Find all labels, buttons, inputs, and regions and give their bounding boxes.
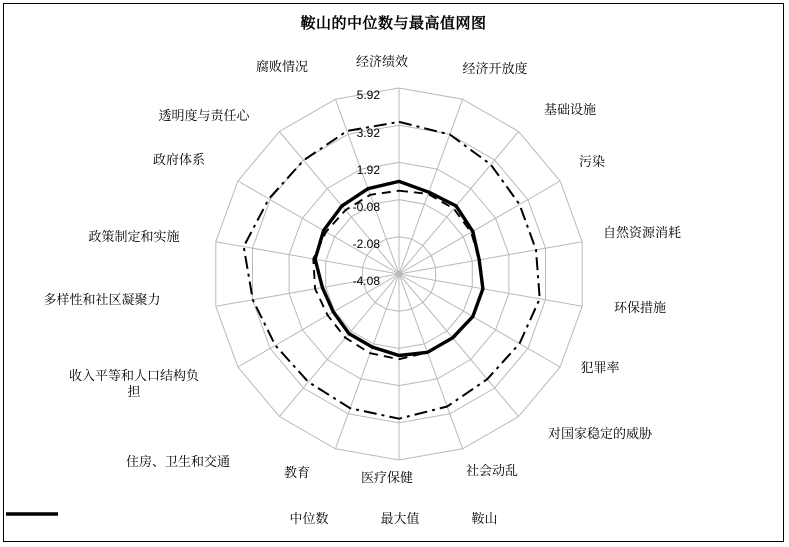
axis-label-17: 腐败情况 — [255, 59, 308, 74]
tick-label-4: -2.08 — [352, 237, 380, 251]
tick-label-2: 1.92 — [356, 163, 380, 177]
axis-label-8: 社会动乱 — [465, 463, 518, 478]
axis-label-6: 犯罪率 — [580, 360, 620, 375]
legend-label-anshan: 鞍山 — [471, 511, 498, 526]
axis-label-11: 住房、卫生和交通 — [125, 454, 230, 469]
axis-label-3: 污染 — [578, 154, 605, 169]
axis-label-9: 医疗保健 — [360, 470, 413, 485]
chart-legend — [4, 508, 783, 527]
legend-key-anshan — [4, 508, 60, 520]
legend-item-max[interactable] — [380, 508, 419, 527]
chart-title: 鞍山的中位数与最高值网图 — [300, 15, 487, 32]
axis-label-0: 经济绩效 — [355, 54, 408, 69]
tick-label-3: -0.08 — [352, 200, 380, 214]
axis-label-14: 政策制定和实施 — [88, 229, 180, 244]
legend-label-max: 最大值 — [380, 511, 420, 526]
axis-label-4: 自然资源消耗 — [602, 225, 681, 240]
radar-spokes — [216, 88, 582, 460]
tick-label-1: 3.92 — [356, 126, 380, 140]
legend-label-median: 中位数 — [289, 511, 329, 526]
axis-label-5: 环保措施 — [613, 300, 666, 315]
axis-label-2: 基础设施 — [543, 102, 596, 117]
axis-label-16: 透明度与责任心 — [158, 108, 250, 123]
tick-label-5: -4.08 — [352, 274, 380, 288]
axis-label-12: 收入平等和人口结构负担 — [68, 368, 199, 399]
legend-item-anshan[interactable] — [472, 508, 498, 527]
axis-label-15: 政府体系 — [152, 152, 205, 167]
axis-label-1: 经济开放度 — [462, 61, 528, 76]
axis-label-10: 教育 — [283, 465, 310, 480]
chart-frame — [3, 3, 784, 542]
tick-label-0: 5.92 — [356, 88, 380, 102]
legend-item-median[interactable] — [289, 508, 328, 527]
axis-label-13: 多样性和社区凝聚力 — [43, 292, 161, 307]
axis-label-7: 对国家稳定的威胁 — [547, 426, 652, 441]
